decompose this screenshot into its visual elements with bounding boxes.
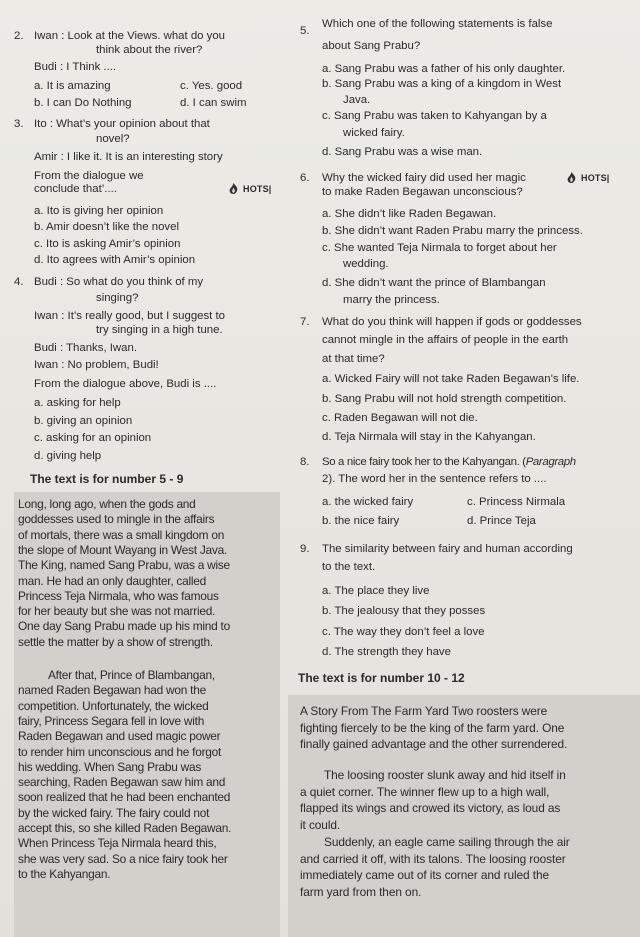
passage-line: finally gained advantage and the other surrendered.	[300, 737, 568, 752]
q6-line1: Why the wicked fairy did used her magic	[322, 172, 526, 184]
passage-line: fairy, Princess Segara fell in love with	[18, 713, 205, 728]
q3-line5: conclude that’....	[34, 183, 117, 195]
q5-line2: about Sang Prabu?	[322, 40, 421, 52]
passage-line: accept this, so she killed Raden Begawan.	[18, 821, 232, 835]
q2-line3: Budi : I Think ....	[34, 61, 117, 73]
passage-line: to the Kahyangan.	[18, 866, 111, 881]
q9-line2: to the text.	[322, 561, 376, 573]
q3-line3: Amir : I like it. It is an interesting story	[34, 151, 223, 163]
passage-line: Princess Teja Nirmala, who was famous	[18, 588, 219, 603]
q4-line2: singing?	[96, 292, 139, 304]
q8-line1	[322, 456, 576, 469]
text-5-9-heading: The text is for number 5 - 9	[30, 472, 184, 486]
q5-option-c-line2: wicked fairy.	[343, 127, 405, 139]
q7-option-d[interactable]: d. Teja Nirmala will stay in the Kahyangan.	[322, 431, 536, 443]
q6-hots-badge	[566, 172, 610, 185]
passage-line: Suddenly, an eagle came sailing through the air	[324, 835, 570, 849]
q9-option-a[interactable]: a. The place they live	[322, 585, 430, 597]
q6-number: 6.	[300, 172, 310, 184]
passage-line: searching, Raden Begawan saw him and	[18, 775, 226, 790]
passage-line: After that, Prince of Blambangan,	[48, 668, 215, 682]
passage-line: it could.	[300, 817, 341, 832]
text-10-12-heading: The text is for number 10 - 12	[298, 671, 465, 685]
q5-line1: Which one of the following statements is false	[322, 18, 553, 30]
q6-option-c-line2: wedding.	[343, 258, 389, 270]
passage-line: man. He had an only daughter, called	[18, 573, 206, 588]
q2-line2: think about the river?	[96, 44, 203, 56]
q6-option-a[interactable]: a. She didn’t like Raden Begawan.	[322, 208, 497, 220]
passage-line: One day Sang Prabu made up his mind to	[18, 619, 230, 634]
flame-icon	[228, 183, 239, 194]
q6-option-c-line1[interactable]: c. She wanted Teja Nirmala to forget about her	[322, 242, 557, 254]
q7-number: 7.	[300, 316, 310, 328]
q4-option-c[interactable]: c. asking for an opinion	[34, 432, 152, 444]
q5-option-b-line2: Java.	[343, 94, 371, 106]
passage-line: the slope of Mount Wayang in West Java.	[18, 542, 228, 557]
q4-line4: try singing in a high tune.	[96, 324, 223, 336]
passage-line: fighting fiercely to be the king of the farm yard. One	[300, 720, 565, 735]
q5-option-b-line1[interactable]: b. Sang Prabu was a king of a kingdom in West	[322, 78, 562, 90]
q2-option-c[interactable]: c. Yes. good	[180, 80, 243, 92]
passage-line: and carried it off, with its talons. The loosing rooster	[300, 851, 566, 866]
q7-option-b[interactable]: b. Sang Prabu will not hold strength competition.	[322, 393, 567, 405]
passage-line: flapped its wings and crowed its victory, as loud as	[300, 801, 561, 816]
q6-option-d-line2: marry the princess.	[343, 294, 440, 306]
q6-hots-label: HOTS|	[581, 173, 610, 183]
q8-option-d[interactable]: d. Prince Teja	[467, 515, 536, 527]
q4-line1: Budi : So what do you think of my	[34, 276, 204, 288]
q8-number: 8.	[300, 456, 310, 468]
q3-line4: From the dialogue we	[34, 170, 144, 182]
q2-option-b[interactable]: b. I can Do Nothing	[34, 97, 132, 109]
q3-number: 3.	[14, 118, 24, 130]
passage-line: farm yard from then on.	[300, 884, 422, 899]
q8-line2: 2). The word her in the sentence refers to ....	[322, 473, 547, 485]
passage-line: soon realized that he had been enchanted	[18, 790, 231, 805]
q7-option-c[interactable]: c. Raden Begawan will not die.	[322, 412, 478, 424]
q3-line2: novel?	[96, 133, 130, 145]
q9-option-c[interactable]: c. The way they don’t feel a love	[322, 626, 485, 638]
passage-line: immediately came out of its corner and ruled the	[300, 868, 549, 883]
q7-option-a[interactable]: a. Wicked Fairy will not take Raden Begawan’s life.	[322, 373, 580, 385]
q9-number: 9.	[300, 543, 310, 555]
q9-line1: The similarity between fairy and human according	[322, 543, 573, 555]
passage-line: for her beauty but she was not married.	[18, 604, 216, 619]
q7-line3: at that time?	[322, 353, 385, 365]
q7-line1: What do you think will happen if gods or goddesses	[322, 316, 582, 328]
q3-hots-badge	[228, 183, 272, 196]
q3-option-b[interactable]: b. Amir doesn’t like the novel	[34, 221, 179, 233]
passage-line: Long, long ago, when the gods and	[18, 497, 196, 511]
q8-option-a[interactable]: a. the wicked fairy	[322, 496, 414, 508]
q4-option-d[interactable]: d. giving help	[34, 450, 102, 462]
q2-line1: Iwan : Look at the Views. what do you	[34, 30, 226, 42]
q3-option-c[interactable]: c. Ito is asking Amir’s opinion	[34, 238, 181, 250]
flame-icon	[566, 172, 577, 183]
q4-line7: From the dialogue above, Budi is ....	[34, 378, 217, 390]
passage-line: goddesses used to mingle in the affairs	[18, 512, 215, 527]
passage-line: competition. Unfortunately, the wicked	[18, 698, 209, 713]
q4-option-b[interactable]: b. giving an opinion	[34, 415, 133, 427]
passage-line: his wedding. When Sang Prabu was	[18, 759, 202, 774]
q4-number: 4.	[14, 276, 24, 288]
q4-line5: Budi : Thanks, Iwan.	[34, 342, 137, 354]
q4-line3: Iwan : It’s really good, but I suggest to	[34, 310, 226, 322]
q6-line2: to make Raden Begawan unconscious?	[322, 186, 523, 198]
q2-number: 2.	[14, 30, 24, 42]
q8-option-c[interactable]: c. Princess Nirmala	[467, 496, 566, 508]
passage-line: When Princess Teja Nirmala heard this,	[18, 836, 217, 851]
passage-line: of mortals, there was a small kingdom on	[18, 527, 225, 542]
q7-line2: cannot mingle in the affairs of people in the earth	[322, 334, 569, 346]
passage-line: named Raden Begawan had won the	[18, 683, 206, 698]
q3-option-a[interactable]: a. Ito is giving her opinion	[34, 205, 164, 217]
q2-option-d[interactable]: d. I can swim	[180, 97, 247, 109]
passage-line: she was very sad. So a nice fairy took her	[18, 851, 228, 866]
q5-option-c-line1[interactable]: c. Sang Prabu was taken to Kahyangan by a	[322, 110, 547, 122]
q9-option-b[interactable]: b. The jealousy that they posses	[322, 605, 486, 617]
passage-line: by the wicked fairy. The fairy could not	[18, 805, 210, 820]
q6-option-b[interactable]: b. She didn’t want Raden Prabu marry the princess.	[322, 225, 583, 237]
q4-line6: Iwan : No problem, Budi!	[34, 359, 159, 371]
passage-line: settle the matter by a show of strength.	[18, 634, 213, 649]
q8-line1-text: So a nice fairy took her to the Kahyangan. (	[322, 456, 526, 468]
passage-line: Raden Begawan and used magic power	[18, 729, 221, 744]
q5-option-d[interactable]: d. Sang Prabu was a wise man.	[322, 146, 483, 158]
passage-line: The loosing rooster slunk away and hid itself in	[324, 768, 566, 782]
passage-line: The King, named Sang Prabu, was a wise	[18, 558, 230, 573]
q3-line1: Ito : What’s your opinion about that	[34, 118, 210, 130]
q3-option-d[interactable]: d. Ito agrees with Amir’s opinion	[34, 254, 196, 266]
q8-option-b[interactable]: b. the nice fairy	[322, 515, 400, 527]
q4-option-a[interactable]: a. asking for help	[34, 397, 121, 409]
q3-hots-label: HOTS|	[243, 184, 272, 194]
passage-line: a quiet corner. The winner flew up to a high wall,	[300, 784, 550, 799]
q5-number: 5.	[300, 25, 310, 37]
q6-option-d-line1[interactable]: d. She didn’t want the prince of Blambangan	[322, 277, 546, 289]
q8-line1-italic: Paragraph	[525, 456, 576, 468]
q5-option-a[interactable]: a. Sang Prabu was a father of his only daughter.	[322, 63, 566, 75]
passage-line: to render him unconscious and he forgot	[18, 744, 222, 759]
q9-option-d[interactable]: d. The strength they have	[322, 646, 451, 658]
q2-option-a[interactable]: a. It is amazing	[34, 80, 111, 92]
passage-line: A Story From The Farm Yard Two roosters were	[300, 704, 548, 718]
